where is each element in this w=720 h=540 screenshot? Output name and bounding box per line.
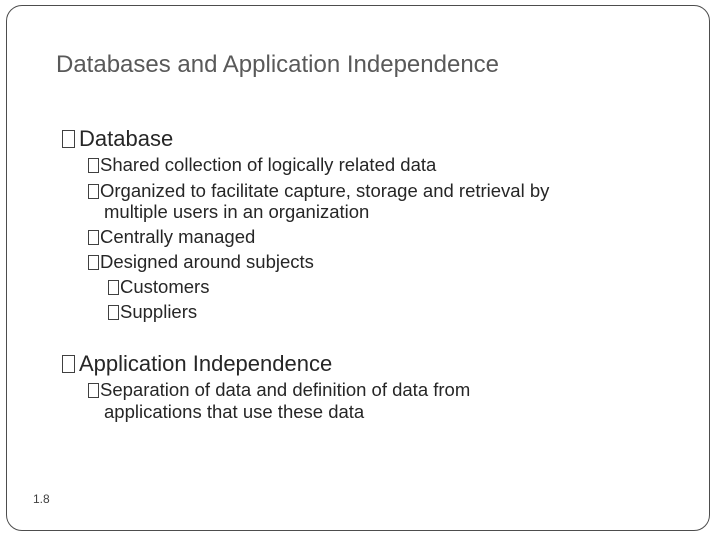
square-bullet-icon bbox=[108, 305, 119, 320]
sub-list-item bbox=[108, 301, 197, 323]
section-heading-label: Database bbox=[79, 126, 174, 151]
list-item bbox=[88, 379, 470, 401]
list-item-continuation: applications that use these data bbox=[104, 401, 365, 422]
list-item-text: Designed around subjects bbox=[100, 251, 314, 272]
square-bullet-icon bbox=[88, 158, 99, 173]
square-bullet-icon bbox=[88, 230, 99, 245]
section-heading-database bbox=[62, 126, 173, 152]
list-item bbox=[88, 226, 255, 248]
list-item bbox=[88, 251, 314, 273]
list-item-continuation: multiple users in an organization bbox=[104, 201, 370, 222]
list-item bbox=[88, 180, 549, 202]
sub-list-item bbox=[108, 276, 209, 298]
square-bullet-icon bbox=[88, 255, 99, 270]
square-bullet-icon bbox=[108, 280, 119, 295]
slide-number: 1.8 bbox=[33, 492, 50, 506]
list-item-text: Organized to facilitate capture, storage and retrieval by bbox=[100, 180, 550, 201]
list-item-text: Separation of data and definition of data from bbox=[100, 379, 471, 400]
square-bullet-icon bbox=[88, 383, 99, 398]
list-item bbox=[88, 154, 436, 176]
list-item-text: Centrally managed bbox=[100, 226, 256, 247]
section-heading-label: Application Independence bbox=[79, 351, 333, 376]
square-bullet-icon bbox=[62, 130, 75, 148]
sub-list-item-text: Customers bbox=[120, 276, 210, 297]
square-bullet-icon bbox=[88, 184, 99, 199]
list-item-text: Shared collection of logically related data bbox=[100, 154, 437, 175]
section-heading-application-independence bbox=[62, 351, 332, 377]
slide-title: Databases and Application Independence bbox=[56, 51, 500, 78]
square-bullet-icon bbox=[62, 355, 75, 373]
sub-list-item-text: Suppliers bbox=[120, 301, 198, 322]
